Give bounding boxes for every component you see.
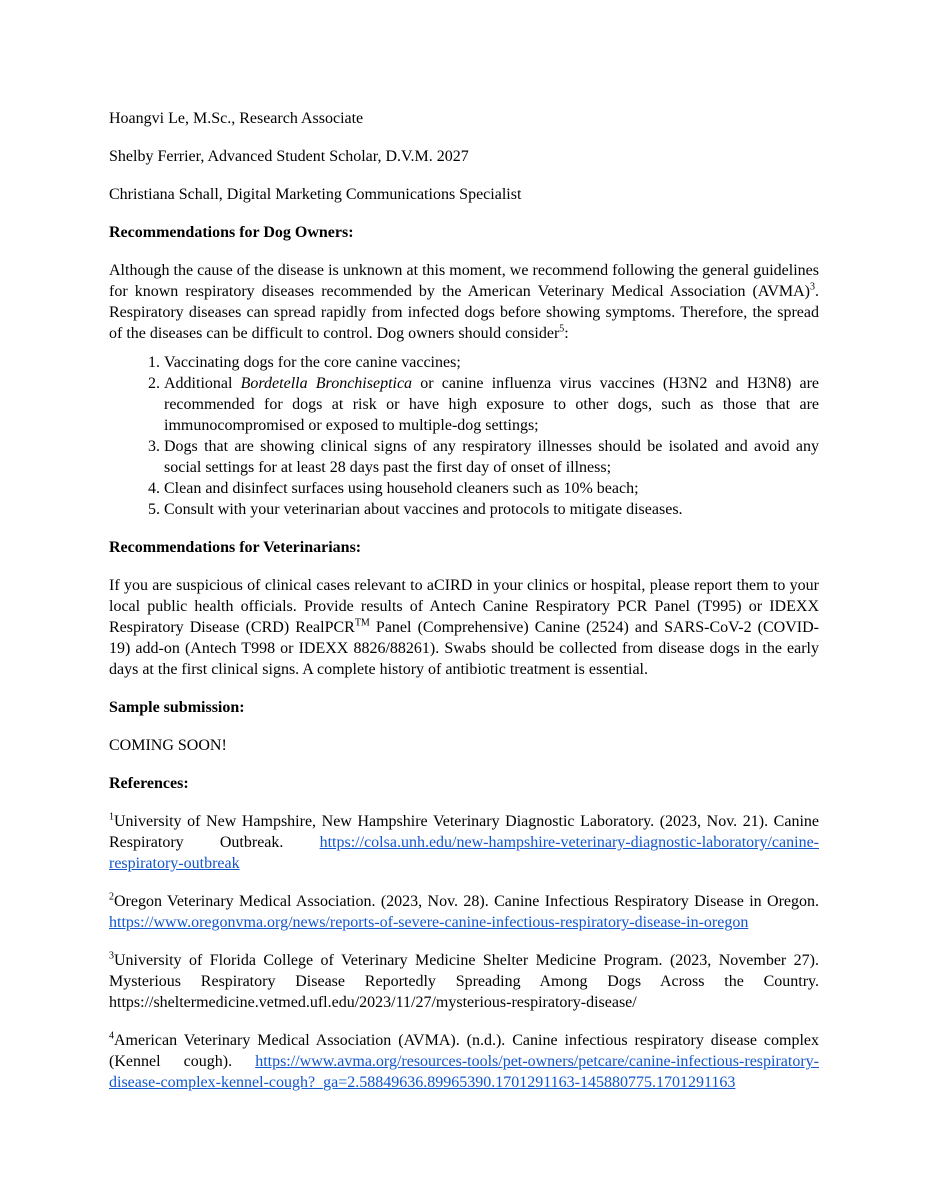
- list-item-text: Additional: [164, 375, 241, 392]
- veterinarians-paragraph: [109, 575, 819, 680]
- citation-superscript: 5: [559, 323, 565, 335]
- author-line: Hoangvi Le, M.Sc., Research Associate: [109, 110, 364, 127]
- intro-text: . Respiratory diseases can spread rapidly from infected dogs before showing symptoms. Therefore, the spread of the diseases can be difficult to control. Dog owners should consider: [109, 283, 819, 342]
- paragraph-text: Panel (Comprehensive) Canine (2524) and SARS-CoV-2 (COVID-19) add-on (Antech T998 or IDEXX 8826/88261). Swabs should be collected from disease dogs in the early days at the first clinical signs. A complete history of antibiotic treatment is essential.: [109, 619, 819, 678]
- reference-link[interactable]: https://colsa.unh.edu/new-hampshire-veterinary-diagnostic-laboratory/canine-respiratory-outbreak: [109, 834, 819, 872]
- reference-link[interactable]: https://www.avma.org/resources-tools/pet-owners/petcare/canine-infectious-respiratory-disease-complex-kennel-cough?_ga=2.58849636.89965390.1701291163-145880775.1701291163: [109, 1053, 819, 1091]
- document-page: [109, 108, 819, 1110]
- author-line: Shelby Ferrier, Advanced Student Scholar, D.V.M. 2027: [109, 148, 469, 165]
- paragraph-text: If you are suspicious of clinical cases relevant to aCIRD in your clinics or hospital, please report them to your local public health officials. Provide results of Antech Canine Respiratory PCR Panel (T995) or IDEXX Respiratory Disease (CRD) RealPCR: [109, 577, 819, 636]
- list-item: 1. Vaccinating dogs for the core canine vaccines;: [164, 352, 819, 373]
- species-name: Bordetella Bronchiseptica: [240, 375, 413, 392]
- sample-submission-text: COMING SOON!: [109, 737, 227, 754]
- sample-submission-heading: Sample submission:: [109, 699, 245, 716]
- dog-owners-heading: Recommendations for Dog Owners:: [109, 224, 354, 241]
- list-item-text: or canine influenza virus vaccines (H3N2 and H3N8) are recommended for dogs at risk or have high exposure to other dogs, such as those that are immunocompromised or exposed to multiple-dog settings;: [164, 375, 820, 434]
- reference-text: American Veterinary Medical Association (AVMA). (n.d.). Canine infectious respiratory disease complex (Kennel cough).: [109, 1032, 819, 1070]
- list-item: 4. Clean and disinfect surfaces using household cleaners such as 10% beach;: [164, 478, 819, 499]
- list-item: [164, 373, 819, 436]
- reference-number: 3: [109, 950, 114, 962]
- reference-item: [109, 891, 819, 933]
- reference-text: University of Florida College of Veterinary Medicine Shelter Medicine Program. (2023, November 27). Mysterious Respiratory Disease Reportedly Spreading Among Dogs Across the Country. https://sheltermedicine.vetmed.ufl.edu/2023/11/27/mysterious-respiratory-disease/: [109, 952, 819, 1011]
- reference-number: 1: [109, 811, 114, 823]
- intro-text: Although the cause of the disease is unknown at this moment, we recommend following the general guidelines for known respiratory diseases recommended by the American Veterinary Medical Association (AVMA): [109, 262, 819, 300]
- reference-number: 2: [109, 891, 114, 903]
- reference-link[interactable]: https://www.oregonvma.org/news/reports-of-severe-canine-infectious-respiratory-disease-in-oregon: [109, 914, 749, 931]
- reference-item: [109, 811, 819, 874]
- list-item: 5. Consult with your veterinarian about vaccines and protocols to mitigate diseases.: [164, 499, 819, 520]
- owner-recommendation-list: [109, 352, 819, 520]
- citation-superscript: 3: [810, 281, 815, 293]
- trademark-superscript: TM: [354, 617, 370, 629]
- reference-text: Oregon Veterinary Medical Association. (2023, Nov. 28). Canine Infectious Respiratory Disease in Oregon.: [114, 893, 819, 910]
- reference-item: [109, 1030, 819, 1093]
- reference-item: [109, 950, 819, 1013]
- reference-number: 4: [109, 1030, 114, 1042]
- reference-text: University of New Hampshire, New Hampshire Veterinary Diagnostic Laboratory. (2023, Nov. 21). Canine Respiratory Outbreak.: [109, 813, 819, 851]
- intro-text: :: [564, 325, 569, 342]
- author-line: Christiana Schall, Digital Marketing Communications Specialist: [109, 186, 522, 203]
- veterinarians-heading: Recommendations for Veterinarians:: [109, 539, 362, 556]
- dog-owners-intro: [109, 260, 819, 344]
- list-item: 3. Dogs that are showing clinical signs of any respiratory illnesses should be isolated and avoid any social settings for at least 28 days past the first day of onset of illness;: [164, 436, 819, 478]
- references-heading: References:: [109, 775, 189, 792]
